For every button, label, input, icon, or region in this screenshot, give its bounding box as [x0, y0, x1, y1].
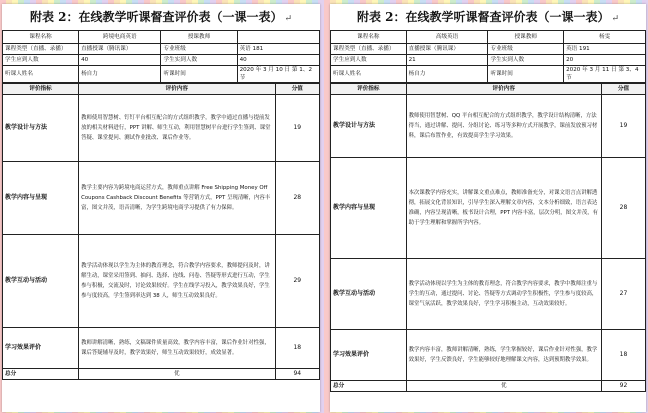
- content-cell: 教师使用智慧树、QQ 平台相互配合的方式组织教学，教学设计结构清晰，方法得当，通过讲解、提问、分组讨论、练习等多种方式开展教学，课前发放预习材料，课后布置作业，有效提高学生学习效果。: [406, 95, 601, 158]
- info-value: 杨自力: [406, 66, 488, 83]
- grade-cell: 优: [406, 381, 601, 392]
- paragraph-mark: ↵: [611, 14, 620, 24]
- header-content: 评价内容: [79, 84, 276, 95]
- header-indicator: 评价指标: [331, 84, 407, 95]
- info-value: 20: [564, 55, 646, 66]
- evaluation-score-table: [2, 83, 320, 380]
- score-cell: 18: [601, 330, 645, 381]
- table-row: [3, 31, 320, 44]
- content-cell: 教师讲解清晰，熟练，文稿课件质量高效，教学内容丰富，课后作业针对性强，课后答疑辅导及时，教学效果好，师生互动效果较好，成效显著。: [79, 328, 276, 369]
- info-value: 杨自力: [79, 66, 161, 83]
- evaluation-info-table: [2, 30, 320, 83]
- evaluation-info-table: [330, 30, 646, 83]
- info-label: 课程类型（直播、录播）: [3, 44, 79, 55]
- indicator-cell: 教学设计与方法: [331, 95, 407, 158]
- table-row: [3, 66, 320, 83]
- title-text: 附表 2：在线教学听课督查评价表（一课一表）: [356, 10, 610, 24]
- total-label: 总分: [331, 381, 407, 392]
- table-row: [331, 158, 646, 259]
- table-row: [3, 328, 320, 369]
- info-label: 听课时间: [488, 66, 564, 83]
- content-cell: 教学活动体现以学生为主体的教育理念，符合教学内容要求，教师提问及时，讲解生动，课堂采用签到、抽问、选择、连线、问卷、答疑等形式进行互动，学生参与积极，交流及时，讨论效果较好。学生在线学习投入，教学效果良好，学生参与度较高，学生签到率达到 38 人，师生互动效果良好。: [79, 235, 276, 328]
- info-label: 听课时间: [161, 66, 237, 83]
- info-value: 21: [406, 55, 488, 66]
- info-label: 课程名称: [3, 31, 79, 44]
- info-value: 40: [237, 55, 319, 66]
- table-header-row: [3, 84, 320, 95]
- score-cell: 28: [275, 162, 319, 235]
- table-row: [331, 44, 646, 55]
- info-label: 学生实到人数: [161, 55, 237, 66]
- info-label: 听课人姓名: [3, 66, 79, 83]
- indicator-cell: 学习效果评价: [331, 330, 407, 381]
- info-value: 2020 年 3 月 10 日 第 1、2 节: [237, 66, 319, 83]
- content-cell: 教师使用智慧树、钉钉平台相互配合的方式组织教学，教学中通过直播与提前发放的相关材料进行，PPT 讲解、师生互动，利用智慧树平台进行学生签到、课堂答疑、课堂提问、测试作业批改、课后作业等。: [79, 95, 276, 162]
- info-label: 课程名称: [331, 31, 407, 44]
- table-row: [3, 162, 320, 235]
- header-score: 分值: [601, 84, 645, 95]
- content-cell: 教学主要内容为跨境电商运营方式，教师重点讲解 Free Shipping Money Off Coupons Cashback Discount Benefits 等营销方式，PPT 呈现清晰，内容丰富，图文并茂，语音清晰，为学生跨境电商学习提供了有力保障。: [79, 162, 276, 235]
- info-value: 直播授课（腾讯课）: [406, 44, 488, 55]
- table-row: [3, 235, 320, 328]
- table-row: [331, 259, 646, 330]
- header-score: 分值: [275, 84, 319, 95]
- info-label: 授课教师: [161, 31, 237, 44]
- table-header-row: [331, 84, 646, 95]
- indicator-cell: 教学设计与方法: [3, 95, 79, 162]
- score-cell: 28: [601, 158, 645, 259]
- table-row: [3, 55, 320, 66]
- right-document-page: [330, 4, 646, 412]
- score-cell: 19: [275, 95, 319, 162]
- info-value: 2020 年 3 月 11 日 第 3、4 节: [564, 66, 646, 83]
- header-indicator: 评价指标: [3, 84, 79, 95]
- info-label: 听课人姓名: [331, 66, 407, 83]
- page-title: [2, 4, 320, 30]
- info-label: 学生应到人数: [331, 55, 407, 66]
- info-value: 杨雯: [564, 31, 646, 44]
- content-cell: 本次课教学内容充实，讲解课文重点难点，教师准备充分，对课文语言点讲解透彻，拓展文化背景知识，引导学生深入理解文章内容，文本分析细致，语言表达准确，内容呈现清晰，板书设计合理，PPT 内容丰富，层次分明，图文并茂，有助于学生理解和掌握所学内容。: [406, 158, 601, 259]
- content-cell: 教学活动体现以学生为主体的教育理念，符合教学内容要求，教学中教师注重与学生的互动，通过提问、讨论、答疑等方式调动学生积极性，学生参与度较高，课堂气氛活跃，教学效果良好，学生学习积极主动，互动效果较好。: [406, 259, 601, 330]
- paragraph-mark: ↵: [284, 14, 293, 24]
- content-cell: 教学内容丰富，教师讲解清晰，熟练，学生掌握较好，课后作业针对性强，教学效果好，学生反馈良好，学生能够较好地理解课文内容，达到预期教学效果。: [406, 330, 601, 381]
- total-score: 94: [275, 369, 319, 380]
- left-document-page: [2, 4, 320, 412]
- total-label: 总分: [3, 369, 79, 380]
- score-cell: 18: [275, 328, 319, 369]
- score-cell: 19: [601, 95, 645, 158]
- info-value: 英语 181: [237, 44, 319, 55]
- indicator-cell: 学习效果评价: [3, 328, 79, 369]
- info-value: 直播授课（腾讯课）: [79, 44, 161, 55]
- info-label: 专业班级: [161, 44, 237, 55]
- info-value: 40: [79, 55, 161, 66]
- total-score: 92: [601, 381, 645, 392]
- indicator-cell: 教学互动与活动: [331, 259, 407, 330]
- title-text: 附表 2：在线教学听课督查评价表（一课一表）: [29, 10, 283, 24]
- info-label: 学生实到人数: [488, 55, 564, 66]
- info-value: [237, 31, 319, 44]
- info-value: 英语 191: [564, 44, 646, 55]
- evaluation-score-table: [330, 83, 646, 392]
- score-cell: 27: [601, 259, 645, 330]
- page-title: [330, 4, 646, 30]
- table-row: [331, 66, 646, 83]
- info-label: 专业班级: [488, 44, 564, 55]
- info-value: 高级英语: [406, 31, 488, 44]
- table-row: [3, 44, 320, 55]
- grade-cell: 优: [79, 369, 276, 380]
- info-label: 学生应到人数: [3, 55, 79, 66]
- info-label: 授课教师: [488, 31, 564, 44]
- score-cell: 29: [275, 235, 319, 328]
- indicator-cell: 教学互动与活动: [3, 235, 79, 328]
- total-row: [3, 369, 320, 380]
- table-row: [3, 95, 320, 162]
- indicator-cell: 教学内容与呈现: [3, 162, 79, 235]
- info-label: 课程类型（直播、录播）: [331, 44, 407, 55]
- header-content: 评价内容: [406, 84, 601, 95]
- info-value: 跨境电商英语: [79, 31, 161, 44]
- table-row: [331, 31, 646, 44]
- table-row: [331, 330, 646, 381]
- indicator-cell: 教学内容与呈现: [331, 158, 407, 259]
- table-row: [331, 55, 646, 66]
- table-row: [331, 95, 646, 158]
- total-row: [331, 381, 646, 392]
